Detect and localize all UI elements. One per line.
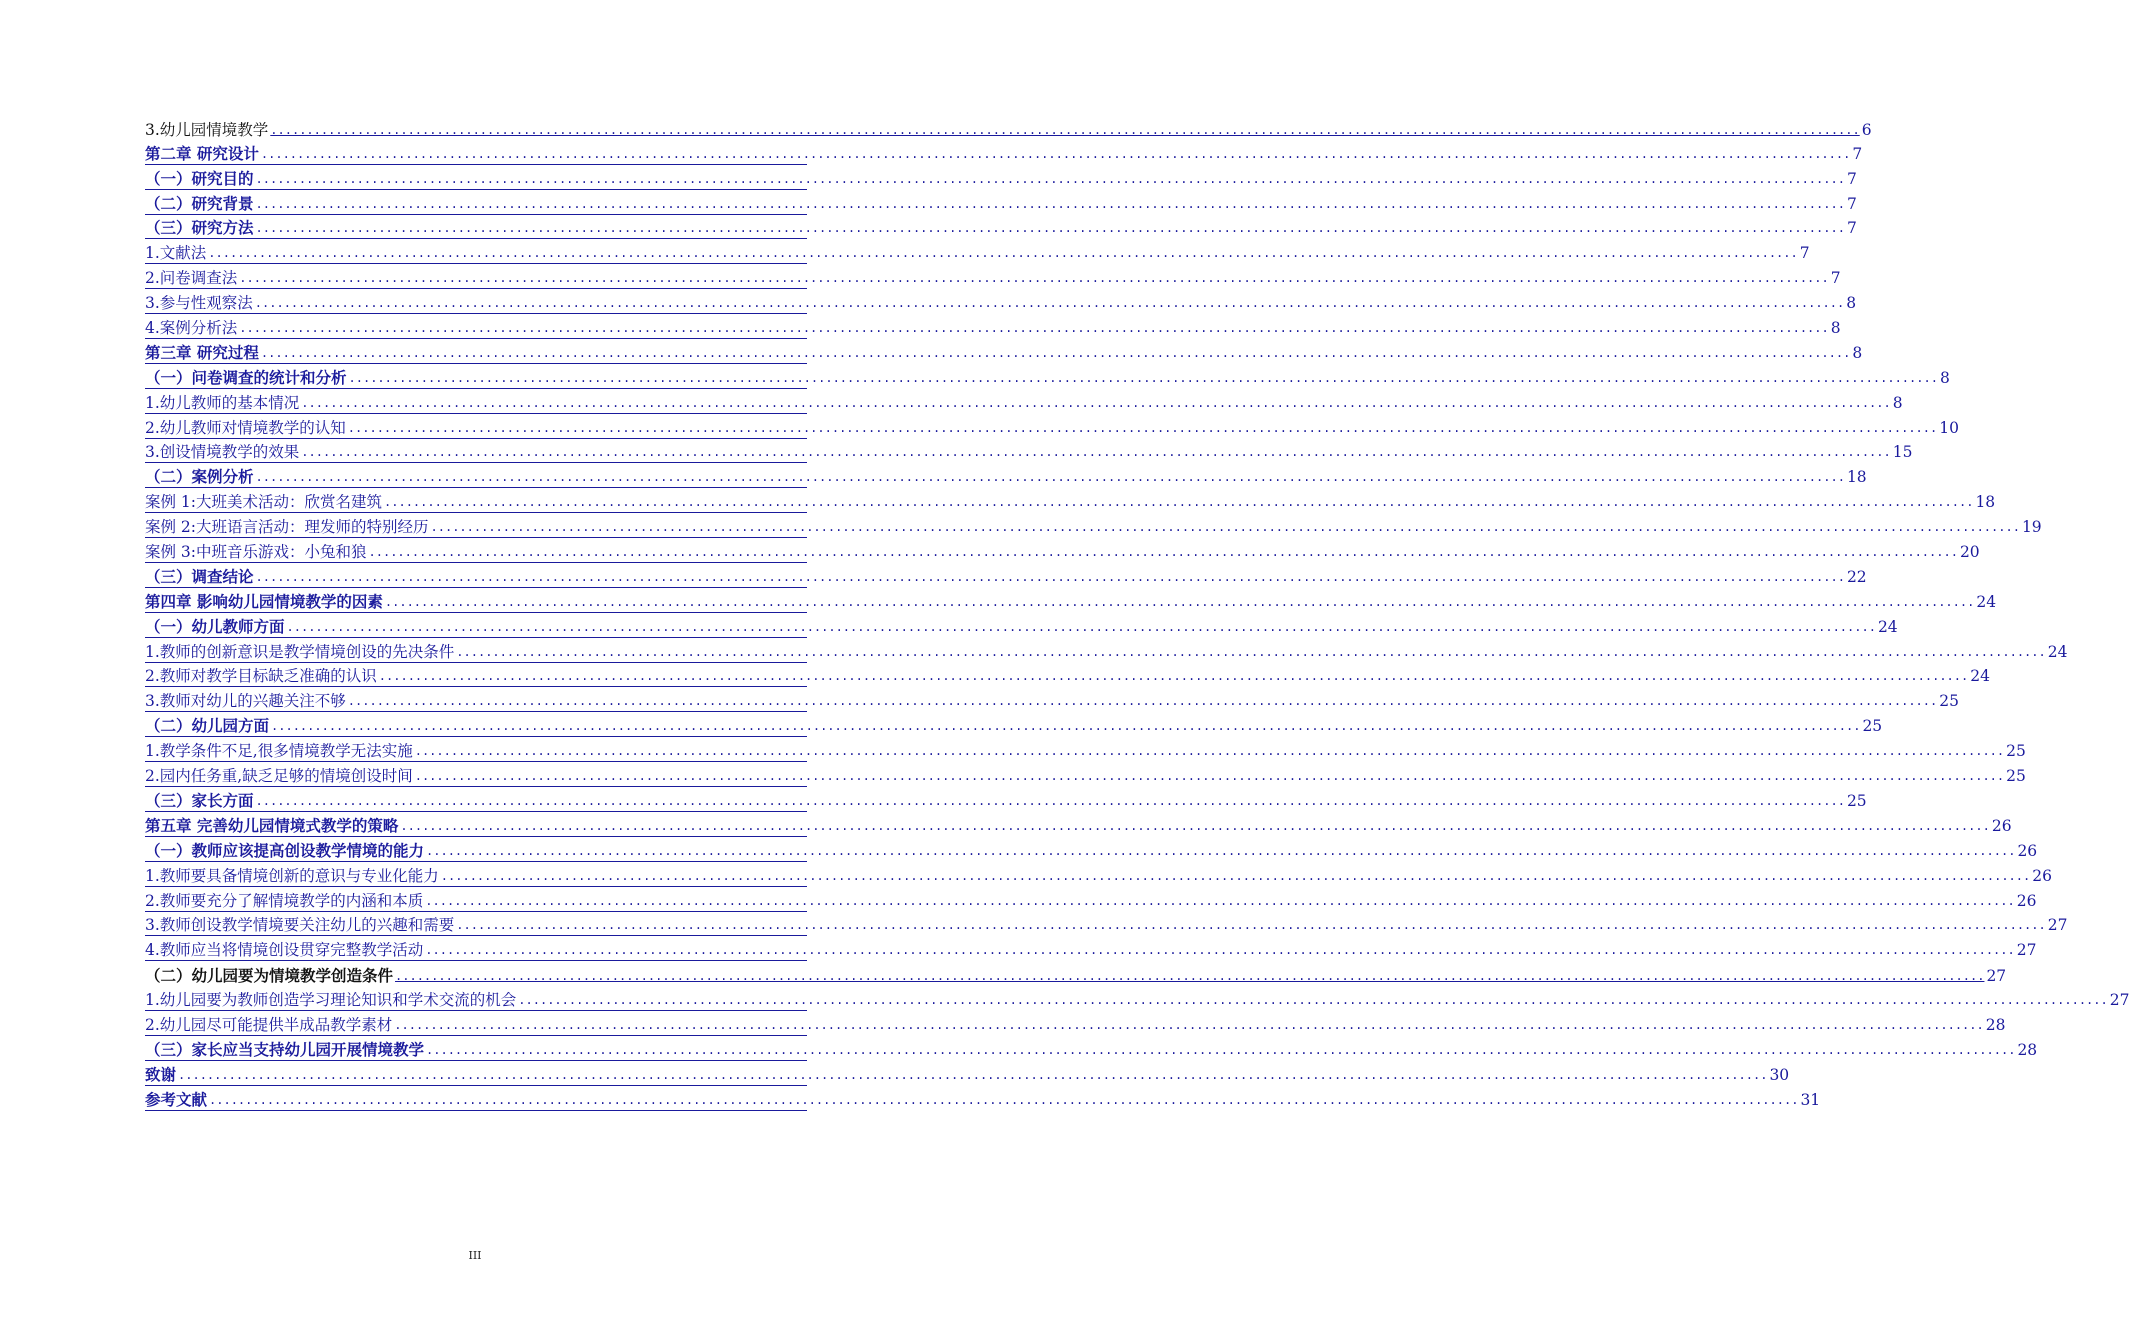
toc-entry-label: （三）家长方面 — [145, 790, 254, 810]
toc-dot-leader: ............................................................................................................................................................................................................................ — [255, 196, 1845, 211]
toc-entry-label: 2.问卷调查法 — [145, 269, 238, 288]
table-of-contents — [145, 115, 2129, 1111]
toc-entry-label: 案例 3:中班音乐游戏：小兔和狼 — [145, 543, 367, 562]
toc-dot-leader: ............................................................................................................................................................................................................................ — [348, 370, 1938, 385]
toc-entry-page: 7 — [1846, 169, 1857, 188]
toc-dot-leader: ............................................................................................................................................................................................................................ — [255, 171, 1845, 186]
toc-entry-label: （一）研究目的 — [145, 168, 254, 188]
toc-entry-label: 3.教师对幼儿的兴趣关注不够 — [145, 692, 346, 711]
toc-entry-page: 31 — [1800, 1090, 1821, 1109]
toc-entry[interactable] — [145, 463, 1867, 488]
toc-entry-page: 27 — [2047, 916, 2068, 935]
toc-entry-page: 22 — [1846, 567, 1867, 586]
toc-dot-leader: ............................................................................................................................................................................................................................ — [400, 818, 1990, 833]
toc-entry-label: 2.教师对教学目标缺乏准确的认识 — [145, 667, 377, 686]
toc-dot-leader: ............................................................................................................................................................................................................................ — [239, 321, 1829, 336]
toc-entry[interactable] — [145, 339, 1863, 364]
toc-entry-label: 1.教师的创新意识是教学情境创设的先决条件 — [145, 642, 455, 661]
toc-entry[interactable] — [145, 1011, 2006, 1036]
toc-entry-page: 25 — [1939, 692, 1959, 711]
toc-dot-leader: ............................................................................................................................................................................................................................ — [301, 395, 1891, 410]
toc-dot-leader: ............................................................................................................................................................................................................................ — [426, 843, 2016, 858]
toc-entry[interactable] — [145, 862, 2052, 887]
toc-dot-leader: ............................................................................................................................................................................................................................ — [347, 694, 1938, 709]
toc-dot-leader: ............................................................................................................................................................................................................................ — [456, 918, 2046, 933]
toc-entry-label: 4.案例分析法 — [145, 319, 238, 338]
toc-entry-label: 第四章 影响幼儿园情境教学的因素 — [145, 591, 383, 611]
toc-entry[interactable] — [145, 812, 2012, 837]
toc-entry-page: 26 — [1991, 816, 2012, 835]
toc-dot-leader: ............................................................................................................................................................................................................................ — [456, 644, 2046, 659]
toc-dot-leader: ............................................................................................................................................................................................................................ — [271, 719, 1861, 734]
toc-entry[interactable] — [145, 1086, 1821, 1111]
toc-entry-page: 8 — [1830, 319, 1841, 338]
toc-entry-label: 3.创设情境教学的效果 — [145, 443, 300, 462]
toc-entry-label: （三）调查结论 — [145, 566, 254, 586]
toc-entry[interactable] — [145, 737, 2026, 762]
toc-entry[interactable] — [145, 488, 1996, 513]
toc-dot-leader: ............................................................................................................................................................................................................................ — [239, 271, 1829, 286]
toc-entry[interactable] — [145, 165, 1857, 190]
toc-entry[interactable] — [145, 264, 1841, 289]
toc-entry-page: 10 — [1939, 418, 1959, 437]
toc-entry-label: （一）教师应该提高创设教学情境的能力 — [145, 840, 425, 860]
toc-entry-label: 第二章 研究设计 — [145, 143, 259, 163]
toc-entry[interactable] — [145, 538, 1980, 563]
toc-entry-page: 26 — [2016, 891, 2037, 910]
toc-entry-label: 4.教师应当将情境创设贯穿完整教学活动 — [145, 941, 424, 960]
toc-entry-page: 15 — [1892, 443, 1913, 462]
toc-entry-label: 案例 1:大班美术活动：欣赏名建筑 — [145, 493, 383, 512]
toc-entry-label: （一）幼儿教师方面 — [145, 616, 285, 636]
toc-entry[interactable] — [145, 314, 1841, 339]
toc-entry-label: （三）研究方法 — [145, 218, 254, 238]
toc-entry-label: 3.幼儿园情境教学 — [145, 120, 269, 139]
toc-entry-label: 案例 2:大班语言活动：理发师的特别经历 — [145, 518, 429, 537]
toc-dot-leader: ............................................................................................................................................................................................................................ — [208, 246, 1798, 261]
toc-entry[interactable] — [145, 215, 1857, 240]
page-number: III — [468, 1249, 482, 1262]
toc-entry-page: 25 — [1846, 791, 1867, 810]
toc-dot-leader: ............................................................................................................................................................................................................................ — [255, 470, 1845, 485]
toc-dot-leader: ............................................................................................................................................................................................................................ — [384, 495, 1974, 510]
toc-entry-label: （二）幼儿园要为情境教学创造条件 — [145, 966, 394, 986]
toc-entry[interactable] — [145, 1061, 1790, 1086]
toc-entry-label: 3.参与性观察法 — [145, 294, 253, 313]
toc-entry-page: 26 — [2032, 866, 2052, 885]
toc-entry-label: 2.园内任务重,缺乏足够的情境创设时间 — [145, 767, 413, 786]
toc-entry[interactable] — [145, 414, 1959, 439]
toc-dot-leader: ............................................................................................................................................................................................................................ — [368, 545, 1958, 560]
toc-entry[interactable] — [145, 513, 2042, 538]
toc-entry-page: 27 — [1986, 967, 2007, 986]
toc-entry[interactable] — [145, 289, 1857, 314]
toc-dot-leader: ............................................................................................................................................................................................................................ — [395, 969, 1985, 984]
toc-entry-page: 24 — [1976, 592, 1997, 611]
toc-entry-label: 第五章 完善幼儿园情境式教学的策略 — [145, 815, 399, 835]
toc-entry-page: 24 — [1877, 617, 1898, 636]
toc-entry-page: 8 — [1892, 393, 1903, 412]
toc-dot-leader: ............................................................................................................................................................................................................................ — [440, 868, 2031, 883]
toc-dot-leader: ............................................................................................................................................................................................................................ — [425, 893, 2015, 908]
toc-entry[interactable] — [145, 364, 1950, 389]
toc-entry-label: 1.幼儿园要为教师创造学习理论知识和学术交流的机会 — [145, 991, 517, 1010]
toc-dot-leader: ............................................................................................................................................................................................................................ — [260, 345, 1851, 360]
toc-dot-leader: ............................................................................................................................................................................................................................ — [414, 744, 2005, 759]
toc-entry-label: （二）案例分析 — [145, 467, 254, 487]
toc-entry[interactable] — [145, 190, 1857, 215]
toc-entry[interactable] — [145, 961, 2007, 986]
toc-dot-leader: ............................................................................................................................................................................................................................ — [518, 993, 2108, 1008]
toc-dot-leader: ............................................................................................................................................................................................................................ — [286, 619, 1876, 634]
toc-entry-label: （三）家长应当支持幼儿园开展情境教学 — [145, 1039, 425, 1059]
toc-entry[interactable] — [145, 986, 2129, 1011]
toc-dot-leader: ............................................................................................................................................................................................................................ — [426, 1042, 2016, 1057]
toc-entry[interactable] — [145, 140, 1863, 165]
toc-entry[interactable] — [145, 389, 1903, 414]
toc-entry-page: 8 — [1939, 368, 1950, 387]
toc-entry[interactable] — [145, 837, 2038, 862]
toc-entry[interactable] — [145, 912, 2068, 937]
toc-entry-label: 2.幼儿教师对情境教学的认知 — [145, 418, 346, 437]
toc-entry-label: 3.教师创设教学情境要关注幼儿的兴趣和需要 — [145, 916, 455, 935]
toc-dot-leader: ............................................................................................................................................................................................................................ — [254, 296, 1845, 311]
toc-entry[interactable] — [145, 663, 1990, 688]
toc-entry-label: 第三章 研究过程 — [145, 342, 259, 362]
toc-entry-label: 2.幼儿园尽可能提供半成品教学素材 — [145, 1015, 393, 1034]
toc-dot-leader: ............................................................................................................................................................................................................................ — [270, 122, 1860, 137]
toc-dot-leader: ............................................................................................................................................................................................................................ — [260, 146, 1851, 161]
toc-entry-page: 18 — [1975, 493, 1996, 512]
toc-entry-page: 20 — [1959, 543, 1980, 562]
toc-entry-label: 1.教学条件不足,很多情境教学无法实施 — [145, 742, 413, 761]
toc-entry[interactable] — [145, 887, 2037, 912]
toc-entry[interactable] — [145, 439, 1913, 464]
toc-entry-page: 28 — [1985, 1015, 2006, 1034]
toc-dot-leader: ............................................................................................................................................................................................................................ — [430, 520, 2020, 535]
toc-dot-leader: ............................................................................................................................................................................................................................ — [255, 221, 1845, 236]
toc-entry[interactable] — [145, 588, 1997, 613]
toc-entry-label: 致谢 — [145, 1064, 177, 1084]
toc-dot-leader: ............................................................................................................................................................................................................................ — [301, 445, 1891, 460]
toc-dot-leader: ............................................................................................................................................................................................................................ — [178, 1067, 1768, 1082]
toc-entry-page: 25 — [2006, 742, 2026, 761]
toc-dot-leader: ............................................................................................................................................................................................................................ — [255, 793, 1845, 808]
toc-entry-label: 1.幼儿教师的基本情况 — [145, 393, 300, 412]
toc-entry-page: 7 — [1846, 194, 1857, 213]
toc-entry[interactable] — [145, 115, 1872, 140]
toc-entry[interactable] — [145, 638, 2068, 663]
toc-entry-label: 2.教师要充分了解情境教学的内涵和本质 — [145, 891, 424, 910]
toc-entry-label: 1.教师要具备情境创新的意识与专业化能力 — [145, 866, 439, 885]
toc-entry[interactable] — [145, 1036, 2038, 1061]
toc-entry-label: （一）问卷调查的统计和分析 — [145, 367, 347, 387]
toc-entry[interactable] — [145, 787, 1867, 812]
toc-entry-page: 26 — [2017, 841, 2038, 860]
toc-entry-page: 28 — [2017, 1040, 2038, 1059]
toc-entry-page: 8 — [1846, 294, 1857, 313]
toc-entry-page: 24 — [1970, 667, 1990, 686]
toc-dot-leader: ............................................................................................................................................................................................................................ — [255, 569, 1845, 584]
toc-dot-leader: ............................................................................................................................................................................................................................ — [384, 594, 1975, 609]
toc-entry[interactable] — [145, 239, 1810, 264]
toc-entry[interactable] — [145, 936, 2037, 961]
toc-entry-page: 25 — [1862, 717, 1883, 736]
toc-entry-page: 30 — [1769, 1065, 1790, 1084]
toc-entry-page: 18 — [1846, 468, 1867, 487]
toc-entry-label: 1.文献法 — [145, 244, 207, 263]
toc-dot-leader: ............................................................................................................................................................................................................................ — [414, 769, 2005, 784]
toc-dot-leader: ............................................................................................................................................................................................................................ — [347, 420, 1938, 435]
toc-entry-page: 19 — [2021, 518, 2042, 537]
toc-entry-page: 7 — [1799, 244, 1810, 263]
toc-entry-page: 7 — [1830, 269, 1841, 288]
toc-entry[interactable] — [145, 563, 1867, 588]
toc-entry-page: 24 — [2047, 642, 2068, 661]
toc-dot-leader: ............................................................................................................................................................................................................................ — [425, 943, 2015, 958]
toc-entry-label: （二）研究背景 — [145, 193, 254, 213]
toc-entry[interactable] — [145, 712, 1883, 737]
toc-dot-leader: ............................................................................................................................................................................................................................ — [209, 1092, 1799, 1107]
toc-entry-page: 6 — [1861, 120, 1872, 139]
toc-entry-page: 7 — [1852, 144, 1863, 163]
toc-entry-page: 8 — [1852, 343, 1863, 362]
toc-dot-leader: ............................................................................................................................................................................................................................ — [378, 669, 1969, 684]
toc-entry[interactable] — [145, 762, 2026, 787]
toc-entry-label: （二）幼儿园方面 — [145, 716, 270, 736]
toc-entry-page: 27 — [2016, 941, 2037, 960]
toc-entry-label: 参考文献 — [145, 1089, 208, 1109]
toc-entry-page: 7 — [1846, 219, 1857, 238]
toc-entry-page: 25 — [2006, 767, 2026, 786]
toc-entry-page: 27 — [2109, 991, 2129, 1010]
toc-entry[interactable] — [145, 687, 1959, 712]
toc-dot-leader: ............................................................................................................................................................................................................................ — [394, 1017, 1984, 1032]
toc-entry[interactable] — [145, 613, 1898, 638]
